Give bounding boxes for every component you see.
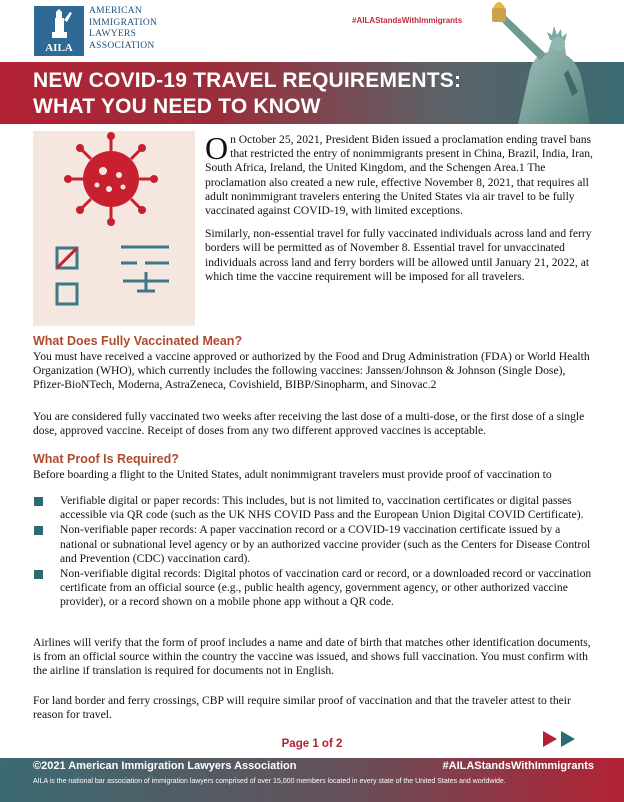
list-item-text: Non-verifiable digital records: Digital photos of vaccination card or record, or a downloaded record or vaccination certificate from an official source (e.g., public health agency, government agency, or other authorized vaccine provider), or a record shown on a mobile phone app without a QR code. bbox=[60, 567, 592, 609]
proof-list bbox=[33, 494, 593, 611]
page-number: Page 1 of 2 bbox=[281, 738, 343, 750]
virus-icon bbox=[33, 131, 195, 326]
title-line: WHAT YOU NEED TO KNOW bbox=[33, 95, 321, 118]
list-item-text: Non-verifiable paper records: A paper vaccination record or a COVID-19 vaccination certificate issued by a national or subnational level agency or by an authorized vaccine provider (such as the Centers for Disease Control and Prevention (CDC) vaccination card). bbox=[60, 523, 591, 565]
intro-paragraph-text: n October 25, 2021, President Biden issued a proclamation ending travel bans that restricted the entry of nonimmigrants present in China, Brazil, India, Iran, South Africa, Ireland, the United Kingdom, and the Schengen Area.1 The proclamation also created a new rule, effective November 8, 2021, that requires all adult nonimmigrant travelers entering the United States via air travel to be fully vaccinated against COVID-19, with limited exceptions. bbox=[205, 133, 593, 218]
airlines-paragraph: Airlines will verify that the form of proof includes a name and date of birth that matches other identification documents, is from an official source within the country the vaccine was issued, and shows full vaccination. You must confirm with the airline if translation is required for documents not in English. bbox=[33, 636, 591, 678]
land-border-paragraph: For land border and ferry crossings, CBP will require similar proof of vaccination and that the traveler attest to their reason for travel. bbox=[33, 694, 571, 722]
header-hashtag[interactable]: #AILAStandsWithImmigrants bbox=[352, 16, 463, 25]
logo-text: AILA bbox=[45, 42, 73, 54]
list-item-text: Verifiable digital or paper records: This includes, but is not limited to, vaccination certificates or digital passes accessible via QR code (such as the UK NHS COVID Pass and the European Union Digital COVID Certificate). bbox=[60, 494, 584, 522]
footer-hashtag[interactable]: #AILAStandsWithImmigrants bbox=[442, 760, 594, 772]
bullet-square-icon bbox=[34, 497, 43, 506]
org-name bbox=[89, 6, 157, 52]
footer-copyright: ©2021 American Immigration Lawyers Association bbox=[33, 760, 297, 772]
org-line: ASSOCIATION bbox=[89, 40, 155, 51]
intro-paragraph bbox=[205, 130, 597, 218]
section-heading-vaccinated: What Does Fully Vaccinated Mean? bbox=[33, 334, 243, 348]
footer-note: AILA is the national bar association of immigration lawyers comprised of over 15,000 members located in every state of the United States and worldwide. bbox=[33, 778, 506, 785]
list-item bbox=[33, 494, 593, 522]
bullet-square-icon bbox=[34, 526, 43, 535]
drop-cap: O bbox=[205, 130, 229, 166]
intro-text bbox=[205, 130, 597, 293]
aila-logo[interactable] bbox=[34, 6, 84, 56]
statue-logo-icon bbox=[34, 6, 84, 56]
covid-checklist-illustration bbox=[33, 131, 195, 326]
list-item bbox=[33, 523, 593, 566]
vaccinated-paragraph-2: You are considered fully vaccinated two weeks after receiving the last dose of a multi-dose, or the first dose of a single dose, approved vaccine. Receipt of doses from any two different approved vaccines is acceptable. bbox=[33, 410, 585, 438]
page-title bbox=[33, 68, 503, 120]
org-line: IMMIGRATION bbox=[89, 17, 158, 28]
section-heading-proof: What Proof Is Required? bbox=[33, 452, 179, 466]
vaccinated-paragraph: You must have received a vaccine approved or authorized by the Food and Drug Administration (FDA) or World Health Organization (WHO), which currently includes the following vaccines: Janssen/Johnson & Johnson (Single Dose), Pfizer-BioNTech, Moderna, AstraZeneca, Covishield, BIBP/Sinopharm, and Sinovac.2 bbox=[33, 350, 590, 392]
org-line: AMERICAN bbox=[89, 6, 143, 16]
proof-intro: Before boarding a flight to the United States, adult nonimmigrant travelers must provide proof of vaccination to bbox=[33, 468, 552, 481]
org-line: LAWYERS bbox=[89, 29, 137, 39]
next-page-icon[interactable] bbox=[543, 731, 583, 747]
statue-of-liberty-image bbox=[478, 0, 624, 124]
title-line: NEW COVID-19 TRAVEL REQUIREMENTS: bbox=[33, 69, 462, 92]
bullet-square-icon bbox=[34, 570, 43, 579]
intro-paragraph-2: Similarly, non-essential travel for fully vaccinated individuals across land and ferry borders will be permitted as of November 8. Essential travel for unvaccinated individuals across land and ferry borders will be allowed until January 21, 2022, at which time the vaccine requirement will be imposed for all travelers. bbox=[205, 227, 592, 283]
list-item bbox=[33, 567, 593, 610]
